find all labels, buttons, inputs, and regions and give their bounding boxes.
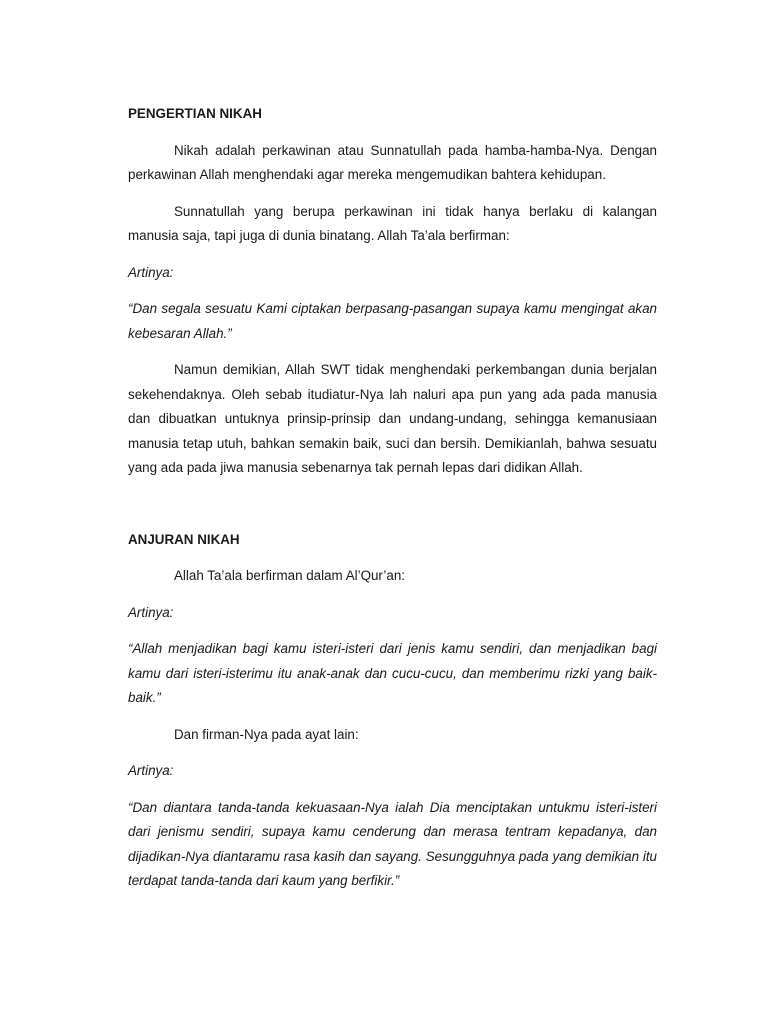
artinya-label: Artinya:	[128, 264, 174, 280]
section-heading-anjuran-nikah: ANJURAN NIKAH	[128, 531, 240, 547]
document-page	[128, 102, 657, 894]
artinya-label: Artinya:	[128, 763, 174, 778]
quote-translation-2: “Allah menjadikan bagi kamu isteri-isteri dari jenis kamu sendiri, dan menjadikan bagi kamu dari isteri-isterimu itu anak-anak dan cucu-cucu, dan memberimu rizki yang baik-baik.”	[128, 641, 657, 705]
paragraph-pengertian-2: Sunnatullah yang berupa perkawinan ini tidak hanya berlaku di kalangan manusia saja, tapi juga di dunia binatang. Allah Ta’ala berfirman:	[128, 203, 657, 243]
paragraph-pengertian-1: Nikah adalah perkawinan atau Sunnatullah pada hamba-hamba-Nya. Dengan perkawinan Allah menghendaki agar mereka mengemudikan bahtera kehidupan.	[128, 142, 657, 182]
paragraph-pengertian-3: Namun demikian, Allah SWT tidak menghendaki perkembangan dunia berjalan sekehendaknya. Oleh sebab itudiatur-Nya lah naluri apa pun yang ada pada manusia dan dibuatkan untuknya prinsip-prinsip dan undang-undang, sehingga kemanusiaan manusia tetap utuh, bahkan semakin baik, suci dan bersih. Demikianlah, bahwa sesuatu yang ada pada jiwa manusia sebenarnya tak pernah lepas dari didikan Allah.	[128, 362, 657, 475]
paragraph-anjuran-1: Allah Ta’ala berfirman dalam Al’Qur’an:	[174, 568, 405, 583]
section-heading-pengertian-nikah: PENGERTIAN NIKAH	[128, 106, 262, 121]
quote-translation-3: “Dan diantara tanda-tanda kekuasaan-Nya ialah Dia menciptakan untukmu isteri-isteri dari jenismu sendiri, supaya kamu cenderung dan merasa tentram kepadanya, dan dijadikan-Nya diantaramu rasa kasih dan sayang. Sesungguhnya pada yang demikian itu terdapat tanda-tanda dari kaum yang berfikir.”	[128, 799, 657, 888]
artinya-label: Artinya:	[128, 604, 174, 620]
paragraph-anjuran-2: Dan firman-Nya pada ayat lain:	[174, 726, 359, 742]
quote-translation-1: “Dan segala sesuatu Kami ciptakan berpasang-pasangan supaya kamu mengingat akan kebesaran Allah.”	[128, 301, 657, 341]
